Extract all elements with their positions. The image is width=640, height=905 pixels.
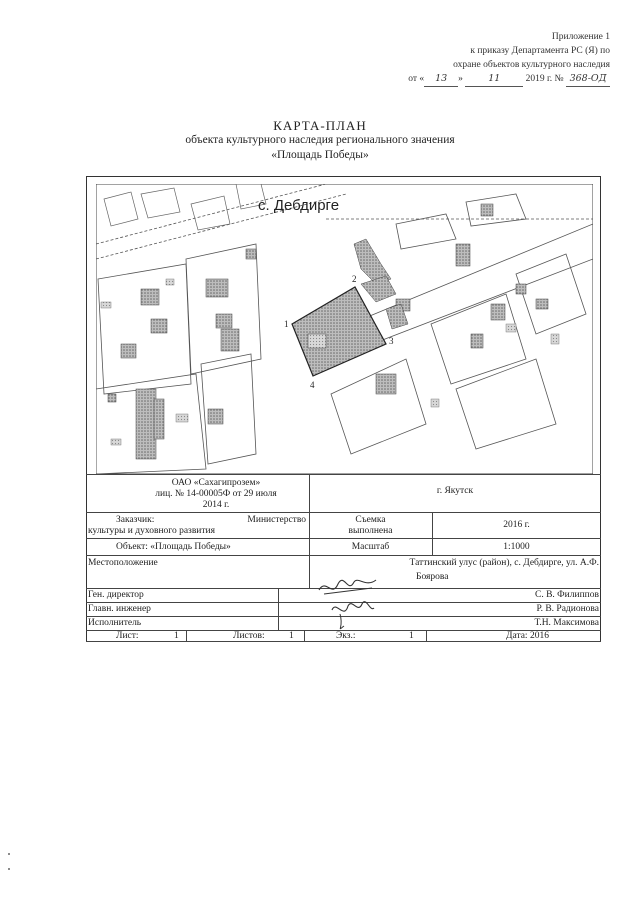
customer-value-2: культуры и духовного развития <box>88 526 215 536</box>
customer-value-1: Министерство <box>247 515 306 525</box>
point-label-1: 1 <box>284 319 289 329</box>
location-label: Местоположение <box>88 558 158 568</box>
scale-label: Масштаб <box>351 542 390 552</box>
location-value-2: Боярова <box>416 572 449 582</box>
copy-label: Экз.: <box>336 631 356 641</box>
sheet-label: Лист: <box>116 631 139 641</box>
appendix-date-month: 11 <box>465 72 523 87</box>
customer-label: Заказчик: <box>116 515 155 525</box>
director-name: С. В. Филиппов <box>535 590 599 600</box>
point-label-4: 4 <box>310 380 315 390</box>
director-label: Ген. директор <box>88 590 144 600</box>
appendix-line-2: к приказу Департамента РС (Я) по <box>470 46 610 56</box>
city: г. Якутск <box>436 486 474 496</box>
object-label: Объект: «Площадь Победы» <box>116 542 231 552</box>
appendix-date: от « 13 » 11 2019 г. № 368-ОД <box>370 72 610 87</box>
title-line-3: «Площадь Победы» <box>271 149 369 161</box>
appendix-order-number: 368-ОД <box>566 72 610 87</box>
date-label: Дата: 2016 <box>506 631 549 641</box>
org-name: ОАО «Сахагипрозем» лиц. № 14-00005Ф от 29 июля 2014 г. <box>155 478 277 510</box>
point-label-2: 2 <box>352 274 357 284</box>
copy-value: 1 <box>409 631 414 641</box>
engineer-label: Главн. инженер <box>88 604 151 614</box>
executor-label: Исполнитель <box>88 618 142 628</box>
survey-label: Съемка выполнена <box>348 515 393 536</box>
survey-year: 2016 г. <box>503 520 530 530</box>
engineer-name: Р. В. Радионова <box>536 604 599 614</box>
village-label: с. Дебдирге <box>258 197 340 214</box>
appendix-line-3: охране объектов культурного наследия <box>453 60 610 70</box>
executor-name: Т.Н. Максимова <box>534 618 599 628</box>
point-label-3: 3 <box>389 336 394 346</box>
title-line-2: объекта культурного наследия регионального значения <box>185 134 455 146</box>
document-title <box>0 118 640 163</box>
sheets-value: 1 <box>289 631 294 641</box>
location-value-1: Таттинский улус (район), с. Дебдирге, ул. А.Ф. <box>409 558 599 568</box>
appendix-date-day: 13 <box>424 72 458 87</box>
title-block-table <box>86 474 601 642</box>
appendix-line-1: Приложение 1 <box>551 32 610 42</box>
scan-artifact <box>8 868 10 870</box>
appendix-header <box>370 30 610 87</box>
scan-artifact <box>8 853 10 855</box>
signature <box>314 570 384 640</box>
sheets-label: Листов: <box>233 631 265 641</box>
title-line-1: КАРТА-ПЛАН <box>273 118 367 133</box>
sheet-value: 1 <box>174 631 179 641</box>
site-plan-map <box>96 184 593 474</box>
scale-value: 1:1000 <box>503 542 530 552</box>
